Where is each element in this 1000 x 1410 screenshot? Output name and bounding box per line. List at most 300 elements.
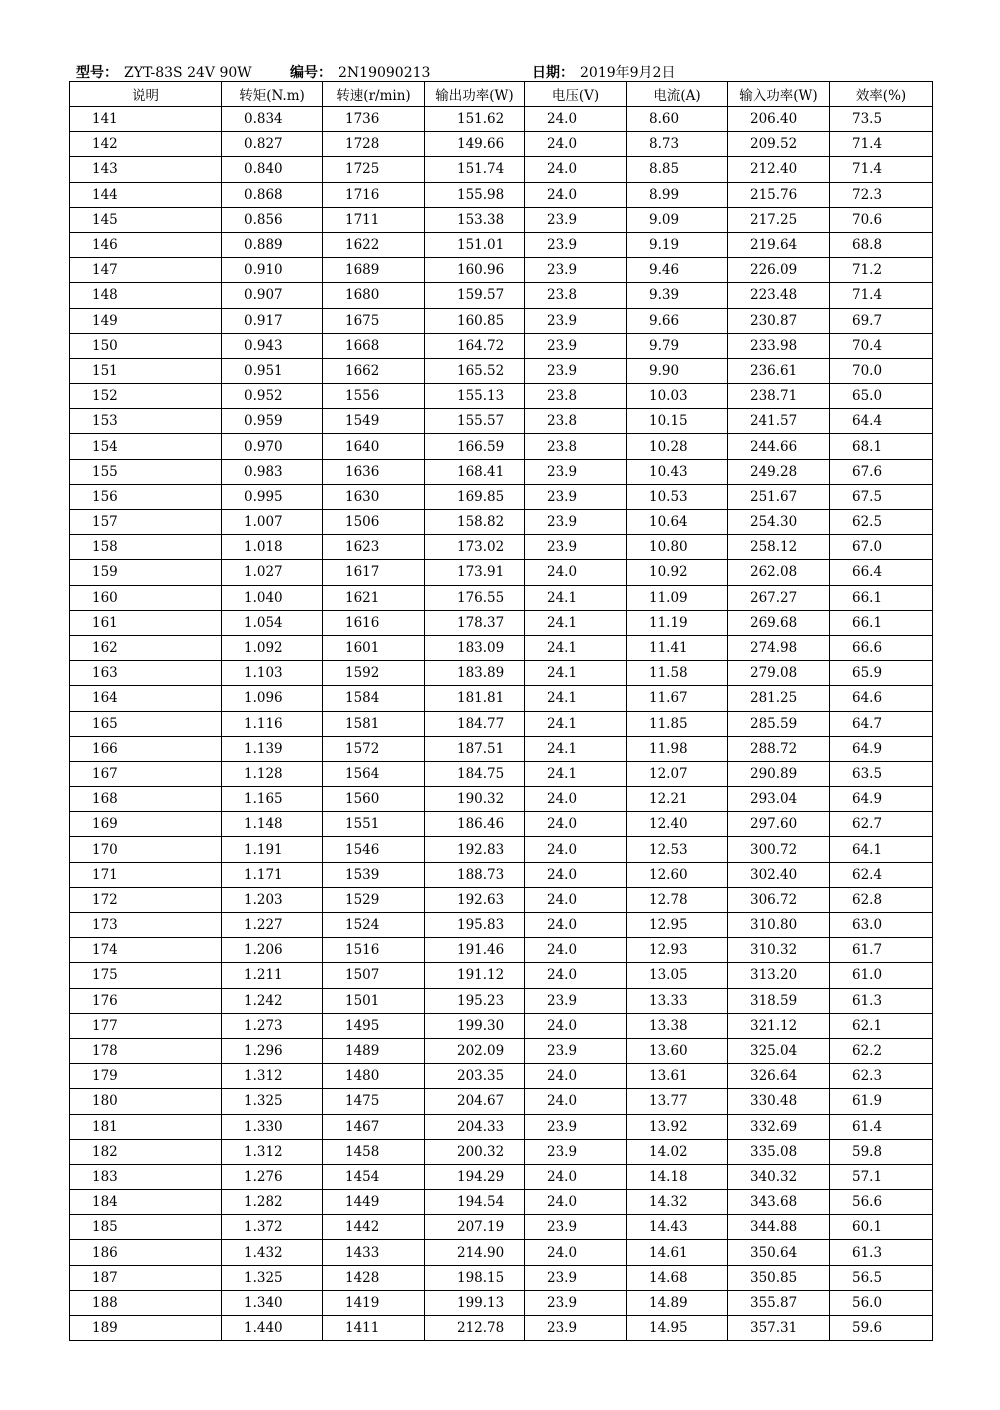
table-cell: 23.9 [525,1215,627,1240]
table-row [70,308,933,333]
table-cell: 24.1 [525,736,627,761]
table-row [70,963,933,988]
table-cell: 254.30 [728,510,830,535]
table-cell: 11.19 [627,610,728,635]
table-cell: 1507 [323,963,425,988]
table-row [70,686,933,711]
table-cell: 1.312 [222,1139,323,1164]
table-cell: 176 [70,988,222,1013]
table-cell: 168 [70,787,222,812]
table-cell: 192.83 [425,837,525,862]
table-cell: 65.0 [830,384,933,409]
table-cell: 24.0 [525,913,627,938]
table-cell: 162 [70,635,222,660]
table-row [70,258,933,283]
table-cell: 173 [70,913,222,938]
table-cell: 155 [70,459,222,484]
table-cell: 10.15 [627,409,728,434]
table-cell: 24.1 [525,635,627,660]
table-cell: 12.95 [627,913,728,938]
column-header: 转矩(N.m) [222,82,323,107]
table-cell: 293.04 [728,787,830,812]
table-cell: 1.018 [222,535,323,560]
table-cell: 200.32 [425,1139,525,1164]
table-cell: 71.4 [830,157,933,182]
table-cell: 73.5 [830,107,933,132]
table-cell: 183.89 [425,661,525,686]
table-row [70,585,933,610]
table-cell: 23.9 [525,333,627,358]
table-cell: 56.5 [830,1265,933,1290]
table-cell: 24.0 [525,938,627,963]
table-cell: 1529 [323,887,425,912]
table-cell: 8.99 [627,182,728,207]
table-cell: 1419 [323,1290,425,1315]
table-cell: 194.54 [425,1190,525,1215]
table-cell: 10.03 [627,384,728,409]
table-cell: 13.05 [627,963,728,988]
column-header: 说明 [70,82,222,107]
table-cell: 0.868 [222,182,323,207]
table-cell: 343.68 [728,1190,830,1215]
table-cell: 214.90 [425,1240,525,1265]
table-cell: 1584 [323,686,425,711]
table-cell: 0.959 [222,409,323,434]
table-cell: 13.33 [627,988,728,1013]
table-cell: 23.9 [525,1139,627,1164]
table-cell: 1.330 [222,1114,323,1139]
table-cell: 1506 [323,510,425,535]
table-cell: 251.67 [728,484,830,509]
table-cell: 170 [70,837,222,862]
table-cell: 70.0 [830,358,933,383]
table-cell: 335.08 [728,1139,830,1164]
table-cell: 0.827 [222,132,323,157]
table-cell: 151.01 [425,232,525,257]
table-cell: 1.440 [222,1316,323,1341]
table-row [70,862,933,887]
table-row [70,812,933,837]
table-cell: 61.0 [830,963,933,988]
table-cell: 175 [70,963,222,988]
table-cell: 1501 [323,988,425,1013]
table-cell: 1.282 [222,1190,323,1215]
table-cell: 321.12 [728,1013,830,1038]
table-cell: 65.9 [830,661,933,686]
table-cell: 9.79 [627,333,728,358]
table-cell: 310.32 [728,938,830,963]
table-cell: 8.85 [627,157,728,182]
table-cell: 1560 [323,787,425,812]
table-cell: 23.9 [525,1316,627,1341]
table-cell: 144 [70,182,222,207]
table-cell: 56.6 [830,1190,933,1215]
table-cell: 0.943 [222,333,323,358]
table-cell: 1.276 [222,1164,323,1189]
table-cell: 330.48 [728,1089,830,1114]
table-cell: 191.46 [425,938,525,963]
table-cell: 1601 [323,635,425,660]
table-cell: 310.80 [728,913,830,938]
table-cell: 1449 [323,1190,425,1215]
table-cell: 181.81 [425,686,525,711]
table-cell: 151 [70,358,222,383]
table-row [70,510,933,535]
table-cell: 187.51 [425,736,525,761]
table-cell: 302.40 [728,862,830,887]
table-cell: 1621 [323,585,425,610]
table-cell: 183.09 [425,635,525,660]
table-cell: 223.48 [728,283,830,308]
table-cell: 209.52 [728,132,830,157]
table-cell: 13.77 [627,1089,728,1114]
table-row [70,661,933,686]
table-cell: 1428 [323,1265,425,1290]
table-row [70,207,933,232]
table-row [70,711,933,736]
table-cell: 1668 [323,333,425,358]
table-cell: 1.148 [222,812,323,837]
table-cell: 0.970 [222,434,323,459]
table-cell: 173.91 [425,560,525,585]
table-cell: 62.2 [830,1038,933,1063]
table-cell: 12.78 [627,887,728,912]
table-cell: 1516 [323,938,425,963]
table-cell: 156 [70,484,222,509]
table-cell: 0.917 [222,308,323,333]
table-cell: 24.1 [525,610,627,635]
table-cell: 155.98 [425,182,525,207]
table-cell: 24.0 [525,1013,627,1038]
table-cell: 313.20 [728,963,830,988]
table-cell: 195.83 [425,913,525,938]
table-cell: 23.9 [525,232,627,257]
table-cell: 249.28 [728,459,830,484]
table-cell: 69.7 [830,308,933,333]
table-cell: 290.89 [728,761,830,786]
table-cell: 67.6 [830,459,933,484]
table-cell: 192.63 [425,887,525,912]
table-cell: 24.0 [525,182,627,207]
table-cell: 168.41 [425,459,525,484]
table-cell: 325.04 [728,1038,830,1063]
table-cell: 64.9 [830,787,933,812]
table-cell: 165 [70,711,222,736]
table-cell: 1592 [323,661,425,686]
table-cell: 63.5 [830,761,933,786]
table-cell: 1546 [323,837,425,862]
table-cell: 1675 [323,308,425,333]
table-cell: 64.4 [830,409,933,434]
table-cell: 163 [70,661,222,686]
table-cell: 61.4 [830,1114,933,1139]
table-cell: 226.09 [728,258,830,283]
table-cell: 0.840 [222,157,323,182]
table-cell: 11.58 [627,661,728,686]
table-cell: 0.834 [222,107,323,132]
table-cell: 153 [70,409,222,434]
table-cell: 66.1 [830,585,933,610]
table-cell: 66.4 [830,560,933,585]
table-cell: 1564 [323,761,425,786]
table-cell: 186 [70,1240,222,1265]
table-cell: 56.0 [830,1290,933,1315]
table-cell: 68.1 [830,434,933,459]
table-cell: 157 [70,510,222,535]
table-cell: 288.72 [728,736,830,761]
table-row [70,132,933,157]
table-cell: 269.68 [728,610,830,635]
table-cell: 11.67 [627,686,728,711]
table-cell: 340.32 [728,1164,830,1189]
document-header [76,64,936,82]
table-cell: 1.432 [222,1240,323,1265]
table-cell: 146 [70,232,222,257]
table-cell: 1680 [323,283,425,308]
table-cell: 24.0 [525,1089,627,1114]
table-row [70,988,933,1013]
table-cell: 72.3 [830,182,933,207]
table-cell: 1556 [323,384,425,409]
table-cell: 1551 [323,812,425,837]
table-cell: 0.995 [222,484,323,509]
table-cell: 1433 [323,1240,425,1265]
table-cell: 169.85 [425,484,525,509]
table-cell: 1.171 [222,862,323,887]
date-value: 2019年9月2日 [580,65,676,81]
table-cell: 1.165 [222,787,323,812]
table-cell: 350.85 [728,1265,830,1290]
table-cell: 185 [70,1215,222,1240]
table-cell: 1662 [323,358,425,383]
table-cell: 176.55 [425,585,525,610]
table-cell: 183 [70,1164,222,1189]
table-cell: 180 [70,1089,222,1114]
table-cell: 9.46 [627,258,728,283]
table-cell: 202.09 [425,1038,525,1063]
table-cell: 13.61 [627,1064,728,1089]
table-cell: 57.1 [830,1164,933,1189]
table-row [70,1064,933,1089]
table-cell: 204.33 [425,1114,525,1139]
table-cell: 267.27 [728,585,830,610]
table-row [70,1240,933,1265]
table-cell: 10.28 [627,434,728,459]
table-cell: 23.9 [525,1114,627,1139]
table-cell: 179 [70,1064,222,1089]
table-cell: 70.4 [830,333,933,358]
table-cell: 61.7 [830,938,933,963]
table-cell: 188 [70,1290,222,1315]
table-cell: 151.62 [425,107,525,132]
table-cell: 1411 [323,1316,425,1341]
table-cell: 172 [70,887,222,912]
table-cell: 14.18 [627,1164,728,1189]
table-cell: 151.74 [425,157,525,182]
table-cell: 23.9 [525,358,627,383]
column-header: 电压(V) [525,82,627,107]
table-cell: 12.53 [627,837,728,862]
date-label: 日期： [532,65,574,81]
table-cell: 203.35 [425,1064,525,1089]
table-cell: 161 [70,610,222,635]
table-cell: 166 [70,736,222,761]
table-cell: 165.52 [425,358,525,383]
table-row [70,157,933,182]
table-cell: 230.87 [728,308,830,333]
column-header: 电流(A) [627,82,728,107]
table-cell: 1.325 [222,1265,323,1290]
table-cell: 1539 [323,862,425,887]
table-cell: 24.0 [525,963,627,988]
table-cell: 0.907 [222,283,323,308]
table-cell: 1.206 [222,938,323,963]
table-cell: 13.60 [627,1038,728,1063]
table-cell: 66.6 [830,635,933,660]
serial-value: 2N19090213 [338,65,431,81]
table-cell: 23.9 [525,1038,627,1063]
table-cell: 212.78 [425,1316,525,1341]
table-cell: 11.41 [627,635,728,660]
table-cell: 355.87 [728,1290,830,1315]
table-cell: 10.64 [627,510,728,535]
table-cell: 24.0 [525,107,627,132]
table-cell: 1480 [323,1064,425,1089]
table-cell: 194.29 [425,1164,525,1189]
table-cell: 68.8 [830,232,933,257]
table-cell: 64.9 [830,736,933,761]
table-cell: 59.6 [830,1316,933,1341]
table-cell: 24.0 [525,560,627,585]
table-cell: 12.21 [627,787,728,812]
table-cell: 1495 [323,1013,425,1038]
model-value: ZYT-83S 24V 90W [124,65,252,81]
table-cell: 297.60 [728,812,830,837]
table-cell: 1489 [323,1038,425,1063]
table-cell: 24.1 [525,761,627,786]
table-cell: 9.90 [627,358,728,383]
table-cell: 1524 [323,913,425,938]
table-cell: 67.0 [830,535,933,560]
table-cell: 1716 [323,182,425,207]
table-row [70,913,933,938]
table-cell: 1475 [323,1089,425,1114]
table-cell: 0.951 [222,358,323,383]
table-cell: 1467 [323,1114,425,1139]
table-cell: 152 [70,384,222,409]
table-cell: 24.0 [525,157,627,182]
table-cell: 159 [70,560,222,585]
table-cell: 24.1 [525,686,627,711]
table-cell: 1442 [323,1215,425,1240]
table-cell: 169 [70,812,222,837]
table-cell: 9.19 [627,232,728,257]
table-cell: 59.8 [830,1139,933,1164]
table-cell: 199.13 [425,1290,525,1315]
table-row [70,837,933,862]
table-row [70,560,933,585]
table-cell: 24.1 [525,661,627,686]
table-cell: 306.72 [728,887,830,912]
table-cell: 357.31 [728,1316,830,1341]
table-cell: 207.19 [425,1215,525,1240]
table-cell: 215.76 [728,182,830,207]
table-cell: 24.0 [525,1064,627,1089]
table-cell: 141 [70,107,222,132]
serial-label: 编号： [290,65,332,81]
table-cell: 62.3 [830,1064,933,1089]
table-cell: 212.40 [728,157,830,182]
table-cell: 64.7 [830,711,933,736]
table-cell: 1.128 [222,761,323,786]
table-cell: 62.4 [830,862,933,887]
table-cell: 9.09 [627,207,728,232]
table-row [70,610,933,635]
table-cell: 8.60 [627,107,728,132]
table-cell: 11.85 [627,711,728,736]
table-cell: 13.38 [627,1013,728,1038]
table-cell: 10.53 [627,484,728,509]
table-cell: 1.096 [222,686,323,711]
table-row [70,232,933,257]
table-cell: 148 [70,283,222,308]
table-cell: 188.73 [425,862,525,887]
table-cell: 236.61 [728,358,830,383]
table-row [70,333,933,358]
table-cell: 66.1 [830,610,933,635]
table-cell: 1.139 [222,736,323,761]
table-row [70,1164,933,1189]
table-cell: 244.66 [728,434,830,459]
table-cell: 281.25 [728,686,830,711]
table-row [70,535,933,560]
table-header-row [70,82,933,107]
table-cell: 262.08 [728,560,830,585]
table-cell: 12.40 [627,812,728,837]
table-cell: 1689 [323,258,425,283]
table-cell: 0.856 [222,207,323,232]
table-cell: 178 [70,1038,222,1063]
table-cell: 61.3 [830,988,933,1013]
table-cell: 23.8 [525,434,627,459]
table-cell: 12.07 [627,761,728,786]
table-cell: 1.027 [222,560,323,585]
table-cell: 258.12 [728,535,830,560]
table-cell: 233.98 [728,333,830,358]
table-cell: 62.1 [830,1013,933,1038]
table-cell: 178.37 [425,610,525,635]
table-cell: 24.0 [525,787,627,812]
table-cell: 24.1 [525,711,627,736]
table-row [70,358,933,383]
table-cell: 153.38 [425,207,525,232]
table-cell: 1.372 [222,1215,323,1240]
model-label: 型号： [76,65,118,81]
table-cell: 182 [70,1139,222,1164]
table-row [70,761,933,786]
table-cell: 14.95 [627,1316,728,1341]
table-cell: 300.72 [728,837,830,862]
table-cell: 199.30 [425,1013,525,1038]
table-cell: 164.72 [425,333,525,358]
column-header: 输入功率(W) [728,82,830,107]
table-cell: 1.227 [222,913,323,938]
table-cell: 0.952 [222,384,323,409]
table-cell: 1640 [323,434,425,459]
table-row [70,1190,933,1215]
table-cell: 217.25 [728,207,830,232]
column-header: 输出功率(W) [425,82,525,107]
